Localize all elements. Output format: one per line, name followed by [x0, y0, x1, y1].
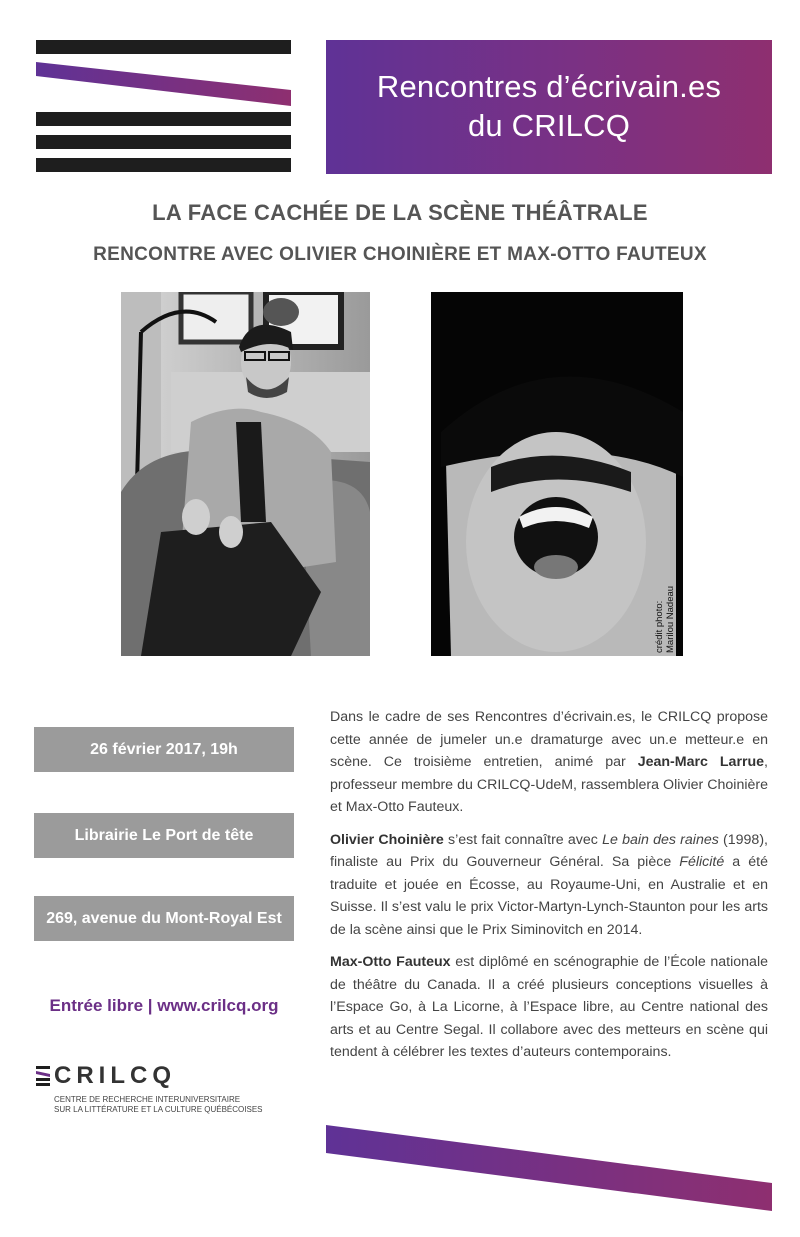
venue-box: Librairie Le Port de tête	[34, 813, 294, 858]
crilcq-name-text: CRILCQ	[54, 1062, 176, 1089]
crilcq-fullname-line-2: SUR LA LITTÉRATURE ET LA CULTURE QUÉBÉCOISES	[54, 1105, 263, 1114]
paragraph-fauteux	[330, 951, 768, 1064]
diagonal-stripe	[36, 60, 292, 106]
photo-olivier-choiniere	[121, 292, 370, 656]
address-box: 269, avenue du Mont-Royal Est	[34, 896, 294, 941]
text: (1998), finaliste au Prix du Gouverneur Général. Sa pièce	[330, 831, 768, 870]
text: est diplômé en scénographie de l’École nationale de théâtre du Canada. Il a créé plusieurs conceptions visuelles à l’Espace Go, à La Licorne, à l’Espace libre, au Centre national des arts et au Centre Segal. Il collabore avec des metteurs en scène qui tendent à célébrer les textes d’auteurs contemporains.	[330, 954, 768, 1060]
crilcq-fullname	[54, 1095, 263, 1115]
stripe	[36, 112, 291, 126]
header-banner	[326, 40, 772, 174]
stripe	[36, 135, 291, 149]
crilcq-mark-icon	[36, 1066, 52, 1088]
event-title: LA FACE CACHÉE DE LA SCÈNE THÉÂTRALE	[152, 200, 648, 225]
event-subtitle: RENCONTRE AVEC OLIVIER CHOINIÈRE ET MAX-OTTO FAUTEUX	[93, 244, 707, 265]
paragraph-choiniere	[330, 829, 768, 942]
stripe	[36, 158, 291, 172]
text: , professeur membre du CRILCQ-UdeM, rassemblera Olivier Choinière et Max-Otto Fauteux.	[330, 754, 768, 815]
entry-info: Entrée libre | www.crilcq.org	[49, 996, 279, 1015]
photo-max-otto-fauteux	[431, 292, 683, 656]
crilcq-fullname-line-1: CENTRE DE RECHERCHE INTERUNIVERSITAIRE	[54, 1095, 241, 1104]
text: s’est fait connaître avec	[443, 831, 603, 848]
text: a été traduite et jouée en Écosse, au Royaume-Uni, en Australie et en Suisse. Il s’est valu le prix Victor-Martyn-Lynch-Staunton pour les arts de la scène ainsi que le Prix Siminovitch en 2014.	[330, 854, 768, 938]
banner-line-1: Rencontres d’écrivain.es	[376, 69, 722, 104]
banner-line-2: du CRILCQ	[467, 108, 631, 143]
photo-credit-line-1: crédit photo:	[654, 600, 665, 653]
moderator-name: Jean-Marc Larrue	[637, 754, 765, 770]
designer-name: Max-Otto Fauteux	[330, 954, 451, 970]
date-box: 26 février 2017, 19h	[34, 727, 294, 772]
crilcq-name	[54, 1062, 176, 1090]
paragraph-intro	[330, 706, 768, 819]
photo-credit-line-2: Marilou Nadeau	[665, 585, 676, 653]
work-title: Le bain des raines	[602, 831, 719, 848]
bottom-diagonal-stripe	[326, 1125, 773, 1213]
event-description	[330, 706, 768, 1074]
crilcq-logo	[36, 1062, 306, 1122]
work-title: Félicité	[679, 854, 725, 870]
author-name: Olivier Choinière	[330, 831, 444, 848]
photo-credit	[652, 575, 678, 655]
stripe	[36, 40, 291, 54]
text: Dans le cadre de ses Rencontres d’écrivain.es, le CRILCQ propose cette année de jumeler un.e dramaturge avec un.e metteur.e en scène. Ce troisième entretien, animé par	[330, 709, 768, 770]
